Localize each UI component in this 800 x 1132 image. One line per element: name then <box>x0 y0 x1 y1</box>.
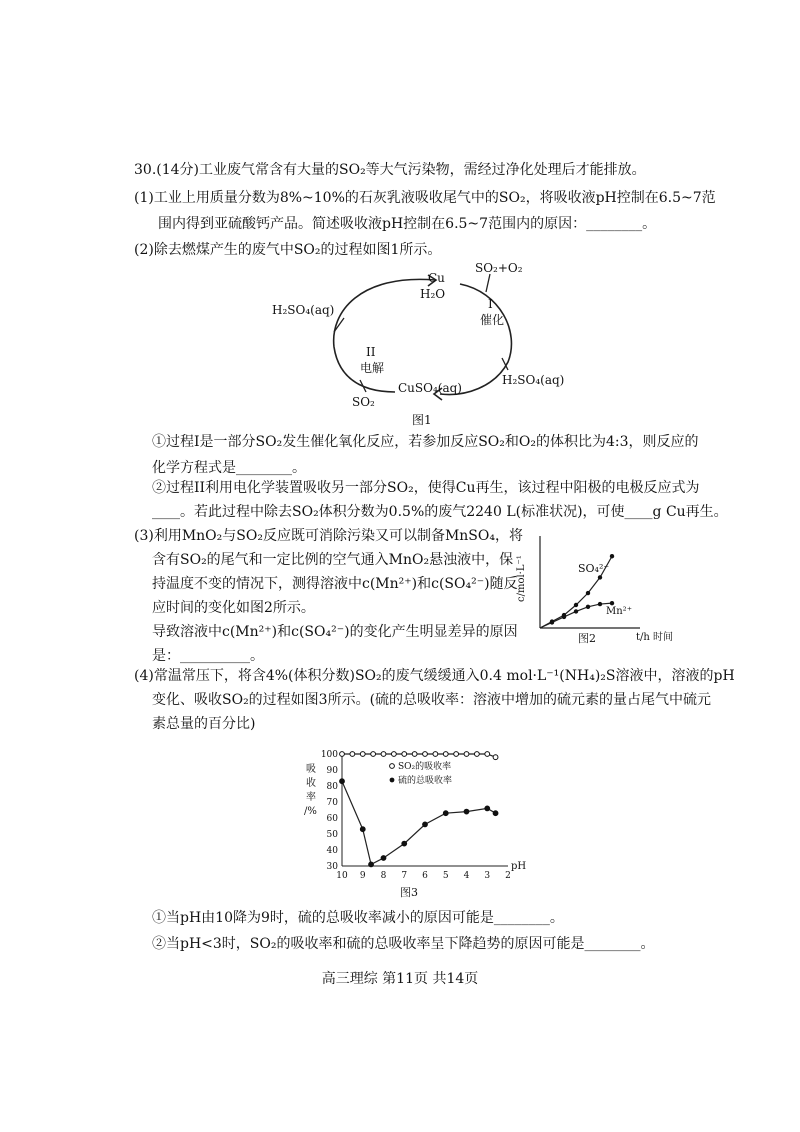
fig3-y-tick: 60 <box>326 814 338 824</box>
fig3-point-0-12 <box>464 752 469 757</box>
fig3-x-tick: 6 <box>422 871 428 881</box>
fig2-title: 图2 <box>578 632 596 645</box>
fig3-point-1-2 <box>369 862 374 867</box>
fig2-point-0-3 <box>586 591 590 595</box>
fig3-point-0-3 <box>371 752 376 757</box>
fig3-y-tick: 80 <box>326 782 338 792</box>
fig3-y-tick: 50 <box>326 830 338 840</box>
fig3-ylabel-4: /% <box>304 806 317 817</box>
fig3-x-tick: 9 <box>359 871 366 881</box>
q30-p4-line1: (4)常温常压下，将含4%(体积分数)SO₂的废气缓缓通入0.4 mol·L⁻¹(NH₄)₂S溶液中，溶液的pH <box>134 668 735 684</box>
fig3-y-tick: 70 <box>326 798 338 808</box>
fig3-point-1-8 <box>485 806 490 811</box>
fig3-point-0-13 <box>474 752 479 757</box>
fig1-process-ii: II <box>366 345 376 359</box>
fig3-point-0-11 <box>454 752 459 757</box>
fig3-y-tick: 30 <box>326 862 338 872</box>
fig3-x-tick: 3 <box>484 871 491 881</box>
fig3-point-1-5 <box>423 822 428 827</box>
fig2-point-1-2 <box>574 609 578 613</box>
fig2-point-1-1 <box>562 615 566 619</box>
fig1-caption: 图1 <box>412 413 432 427</box>
q30-p4-line2: 变化、吸收SO₂的过程如图3所示。(硫的总吸收率：溶液中增加的硫元素的量占尾气中硫元 <box>152 692 712 708</box>
fig1-h2so4-right: H₂SO₄(aq) <box>502 373 565 387</box>
q30-p3-line2: 含有SO₂的尾气和一定比例的空气通入MnO₂悬浊液中，保 <box>152 552 514 568</box>
fig3-x-tick: 4 <box>463 871 470 881</box>
fig2-legend-mn: Mn²⁺ <box>606 606 632 617</box>
fig1-process-i: I <box>488 297 493 311</box>
fig3-point-0-9 <box>433 752 438 757</box>
fig3-point-0-0 <box>340 752 345 757</box>
fig3-y-tick: 100 <box>320 750 338 760</box>
fig3-x-tick: 7 <box>401 871 408 881</box>
fig1-cycle-arc-right <box>440 284 511 395</box>
fig1-electrolysis: 电解 <box>360 361 385 375</box>
fig2-legend-so4: SO₄²⁻ <box>578 562 610 575</box>
q30-p2-intro: (2)除去燃煤产生的废气中SO₂的过程如图1所示。 <box>134 242 442 258</box>
q30-p2-q2-line1: ②过程II利用电化学装置吸收另一部分SO₂，使得Cu再生，该过程中阳极的电极反应式为 <box>152 480 700 496</box>
q30-p1-line2: 围内得到亚硫酸钙产品。简述吸收液pH控制在6.5~7范围内的原因：________。 <box>158 216 657 232</box>
fig3-point-0-7 <box>412 752 417 757</box>
q30-p2-q2-line2: ____。若此过程中除去SO₂体积分数为0.5%的废气2240 L(标准状况)，可使____g Cu再生。 <box>152 504 728 520</box>
fig3-legend-0: SO₂的吸收率 <box>398 762 452 772</box>
fig2-point-1-4 <box>598 602 602 606</box>
q30-head: 30.(14分)工业废气常含有大量的SO₂等大气污染物，需经过净化处理后才能排放。 <box>134 162 646 178</box>
q30-p4-q2: ②当pH<3时，SO₂的吸收率和硫的总吸收率呈下降趋势的原因可能是________。 <box>152 936 655 952</box>
figure-2-chart <box>516 530 674 646</box>
fig3-point-0-5 <box>391 752 396 757</box>
fig3-point-1-9 <box>493 811 498 816</box>
fig3-ylabel-2: 收 <box>306 778 316 789</box>
fig3-point-1-6 <box>443 811 448 816</box>
q30-p3-line1: (3)利用MnO₂与SO₂反应既可消除污染又可以制备MnSO₄，将 <box>134 528 523 544</box>
fig3-legend-marker-0 <box>390 764 395 769</box>
fig3-point-0-1 <box>350 752 355 757</box>
fig3-ylabel-1: 吸 <box>306 764 316 775</box>
fig2-point-1-3 <box>586 605 590 609</box>
fig3-x-tick: 5 <box>442 871 449 881</box>
q30-p3-line6: 是：__________。 <box>152 648 264 664</box>
fig2-point-0-4 <box>598 575 602 579</box>
fig1-so2: SO₂ <box>352 395 375 409</box>
fig3-x-tick: 2 <box>505 871 511 881</box>
q30-p2-q1-line1: ①过程I是一部分SO₂发生催化氧化反应，若参加反应SO₂和O₂的体积比为4:3，则反应的 <box>152 434 699 450</box>
fig2-ylabel: c/mol·L⁻¹ <box>516 555 527 602</box>
fig1-catalysis: 催化 <box>480 313 505 327</box>
fig3-y-tick: 90 <box>326 766 338 776</box>
fig1-h2so4-left: H₂SO₄(aq) <box>272 303 335 317</box>
fig3-xlabel: pH <box>511 861 527 872</box>
fig3-title: 图3 <box>400 886 418 899</box>
q30-p4-line3: 素总量的百分比) <box>152 716 256 732</box>
fig1-cuso4: CuSO₄(aq) <box>398 381 462 395</box>
fig3-y-tick: 40 <box>326 846 338 856</box>
fig3-x-tick: 10 <box>336 871 348 881</box>
fig3-point-1-0 <box>340 779 345 784</box>
fig3-point-0-8 <box>423 752 428 757</box>
fig3-point-0-15 <box>493 755 498 760</box>
fig2-xlabel: t/h 时间 <box>636 632 674 643</box>
fig2-point-1-5 <box>610 601 614 605</box>
fig2-point-0-5 <box>610 554 614 558</box>
fig3-point-1-4 <box>402 841 407 846</box>
fig3-point-0-4 <box>381 752 386 757</box>
fig1-cu: Cu <box>428 271 445 285</box>
q30-p3-line3: 持温度不变的情况下，测得溶液中c(Mn²⁺)和c(SO₄²⁻)随反 <box>152 576 518 592</box>
q30-p1-line1: (1)工业上用质量分数为8%~10%的石灰乳液吸收尾气中的SO₂，将吸收液pH控制在6.5~7范 <box>134 190 716 206</box>
fig3-ylabel-3: 率 <box>306 792 316 803</box>
fig1-h2o: H₂O <box>420 287 446 301</box>
fig3-x-tick: 8 <box>380 871 387 881</box>
q30-p3-line5: 导致溶液中c(Mn²⁺)和c(SO₄²⁻)的变化产生明显差异的原因 <box>152 624 518 640</box>
fig3-point-0-10 <box>443 752 448 757</box>
fig3-legend-marker-1 <box>390 778 395 783</box>
q30-p4-q1: ①当pH由10降为9时，硫的总吸收率减小的原因可能是________。 <box>152 910 564 926</box>
fig3-point-1-7 <box>464 809 469 814</box>
q30-p3-line4: 应时间的变化如图2所示。 <box>152 600 315 616</box>
figure-3-chart <box>300 740 530 900</box>
page-footer: 高三理综 第11页 共14页 <box>321 971 479 987</box>
fig3-point-1-1 <box>360 827 365 832</box>
fig3-point-0-14 <box>485 752 490 757</box>
fig2-point-1-0 <box>550 620 554 624</box>
fig3-point-1-3 <box>381 856 386 861</box>
q30-p2-q1-line2: 化学方程式是________。 <box>152 460 306 476</box>
fig3-series-line-1 <box>342 781 496 864</box>
fig3-point-0-2 <box>360 752 365 757</box>
fig1-so2-o2: SO₂+O₂ <box>475 261 523 275</box>
fig3-legend-1: 硫的总吸收率 <box>398 776 453 786</box>
figure-1 <box>270 262 570 427</box>
fig1-branch-so2o2 <box>486 274 490 292</box>
fig2-point-0-2 <box>574 603 578 607</box>
fig3-point-0-6 <box>402 752 407 757</box>
